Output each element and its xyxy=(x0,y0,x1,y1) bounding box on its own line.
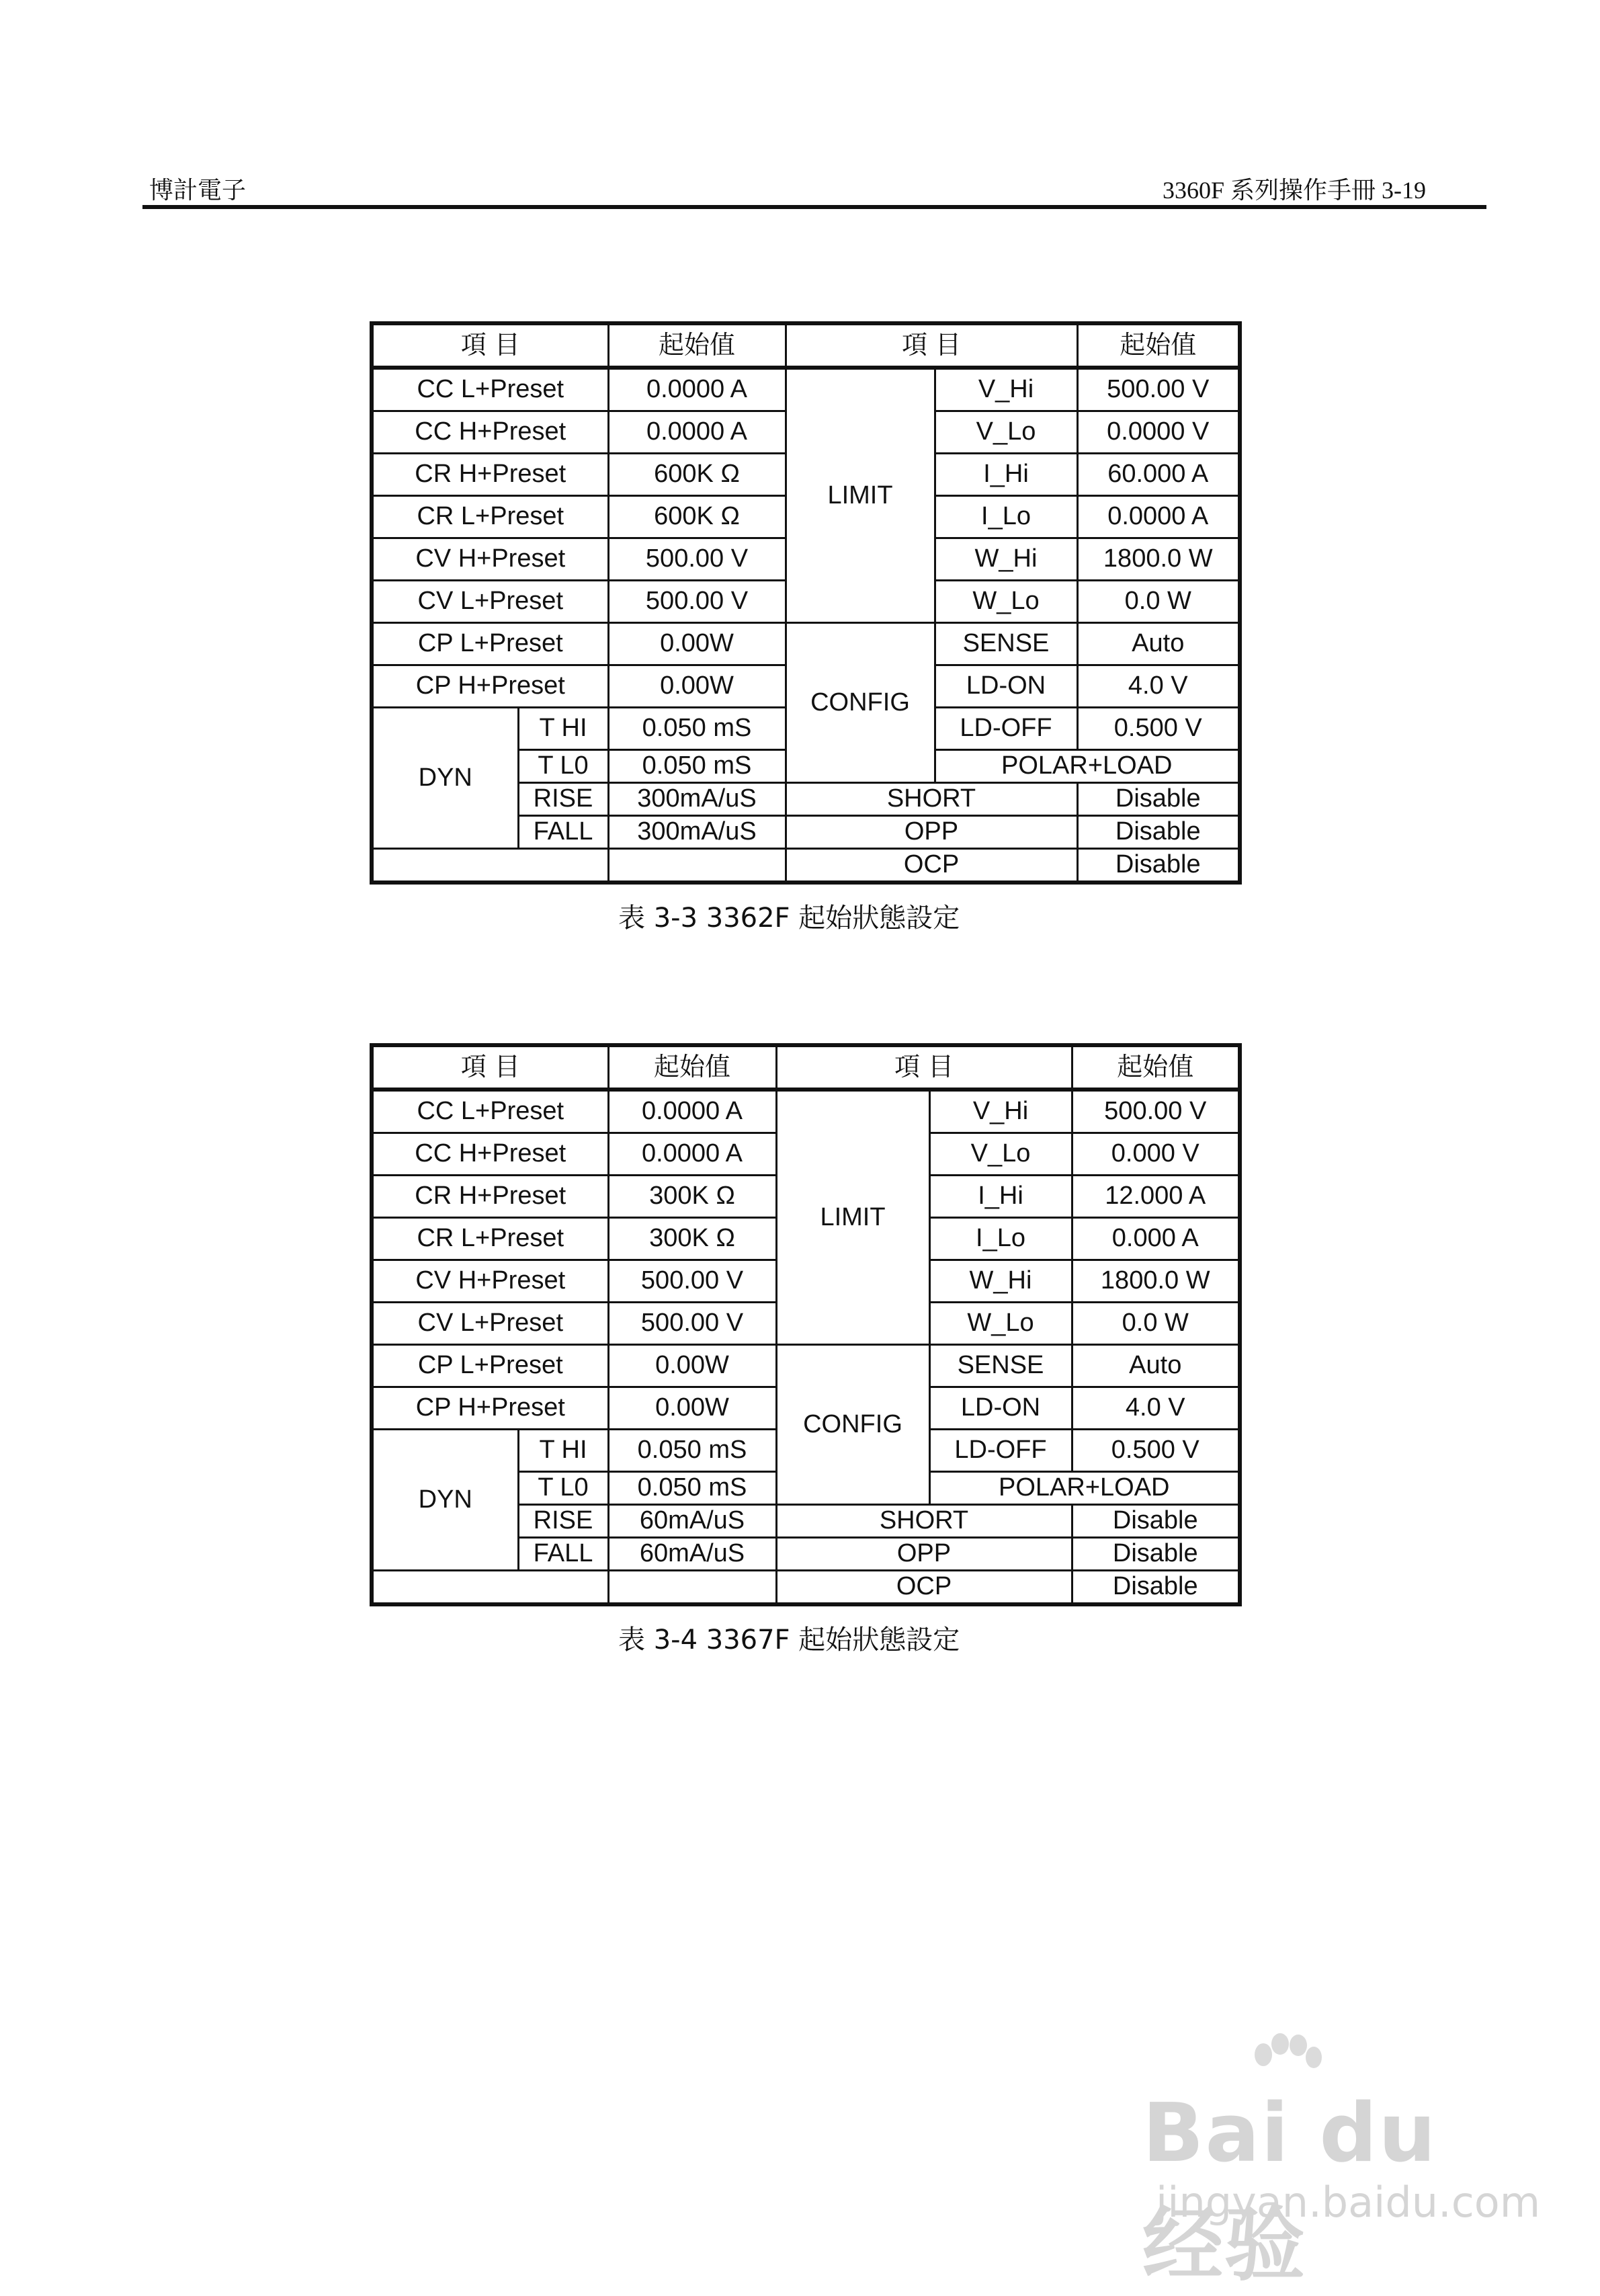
value-cell: 300K Ω xyxy=(608,1176,776,1218)
value-cell: 12.000 A xyxy=(1072,1176,1240,1218)
value-cell: 0.00W xyxy=(608,1387,776,1430)
value-cell: 500.00 V xyxy=(608,581,786,623)
value-cell: Auto xyxy=(1077,623,1240,665)
item-cell: CR L+Preset xyxy=(372,1218,608,1260)
item-cell: CP L+Preset xyxy=(372,623,608,665)
item-cell: W_Hi xyxy=(935,538,1077,581)
value-cell: 0.0000 A xyxy=(608,411,786,454)
item-cell: FALL xyxy=(518,1538,608,1571)
item-cell: OCP xyxy=(786,849,1077,883)
value-cell: 0.0000 V xyxy=(1077,411,1240,454)
initial-state-table-3367f xyxy=(370,1043,1242,1606)
value-cell: 0.0000 A xyxy=(1077,496,1240,538)
value-cell: 500.00 V xyxy=(608,538,786,581)
value-cell: 0.00W xyxy=(608,665,786,708)
item-cell: W_Hi xyxy=(929,1260,1072,1303)
value-cell: 600K Ω xyxy=(608,496,786,538)
manual-title-page: 3360F 系列操作手冊 3-19 xyxy=(1162,177,1426,204)
value-cell: 500.00 V xyxy=(1072,1090,1240,1133)
item-cell: T HI xyxy=(518,708,608,750)
limit-group-label: LIMIT xyxy=(786,368,935,623)
item-cell: I_Hi xyxy=(929,1176,1072,1218)
value-cell: 0.0000 A xyxy=(608,1133,776,1176)
item-cell: W_Lo xyxy=(935,581,1077,623)
value-cell: 0.000 V xyxy=(1072,1133,1240,1176)
polar-load-cell: POLAR+LOAD xyxy=(929,1472,1240,1505)
value-cell: 0.0000 A xyxy=(608,368,786,411)
item-cell: LD-ON xyxy=(935,665,1077,708)
empty-cell xyxy=(608,849,786,883)
item-cell: FALL xyxy=(518,816,608,849)
value-cell: 500.00 V xyxy=(1077,368,1240,411)
watermark-logo: Bai du 经验 xyxy=(1142,2087,1437,2292)
col-header-item: 項 目 xyxy=(372,323,608,368)
item-cell: I_Lo xyxy=(935,496,1077,538)
item-cell: CP H+Preset xyxy=(372,1387,608,1430)
value-cell: 0.00W xyxy=(608,1345,776,1387)
item-cell: T L0 xyxy=(518,1472,608,1505)
item-cell: OCP xyxy=(776,1571,1072,1605)
item-cell: CP L+Preset xyxy=(372,1345,608,1387)
item-cell: CC H+Preset xyxy=(372,411,608,454)
value-cell: 4.0 V xyxy=(1077,665,1240,708)
value-cell: 1800.0 W xyxy=(1072,1260,1240,1303)
value-cell: 0.00W xyxy=(608,623,786,665)
col-header-initial: 起始值 xyxy=(1072,1045,1240,1090)
item-cell: SENSE xyxy=(929,1345,1072,1387)
value-cell: Disable xyxy=(1077,783,1240,816)
item-cell: SHORT xyxy=(786,783,1077,816)
col-header-item: 項 目 xyxy=(776,1045,1072,1090)
limit-group-label: LIMIT xyxy=(776,1090,929,1345)
col-header-initial: 起始值 xyxy=(608,1045,776,1090)
value-cell: 60mA/uS xyxy=(608,1538,776,1571)
value-cell: 0.050 mS xyxy=(608,750,786,783)
table-row xyxy=(372,368,1240,411)
page-header xyxy=(142,171,1466,212)
item-cell: CC L+Preset xyxy=(372,368,608,411)
item-cell: V_Hi xyxy=(929,1090,1072,1133)
value-cell: Disable xyxy=(1072,1571,1240,1605)
value-cell: 500.00 V xyxy=(608,1303,776,1345)
value-cell: 300mA/uS xyxy=(608,783,786,816)
table-row xyxy=(372,1571,1240,1605)
empty-cell xyxy=(372,849,608,883)
item-cell: I_Hi xyxy=(935,454,1077,496)
value-cell: 60.000 A xyxy=(1077,454,1240,496)
item-cell: CC L+Preset xyxy=(372,1090,608,1133)
dyn-group-label: DYN xyxy=(372,708,518,849)
empty-cell xyxy=(372,1571,608,1605)
item-cell: SENSE xyxy=(935,623,1077,665)
item-cell: T L0 xyxy=(518,750,608,783)
value-cell: 60mA/uS xyxy=(608,1505,776,1538)
item-cell: OPP xyxy=(776,1538,1072,1571)
watermark-url: jingyan.baidu.com xyxy=(1156,2178,1541,2227)
item-cell: V_Hi xyxy=(935,368,1077,411)
item-cell: CR H+Preset xyxy=(372,1176,608,1218)
value-cell: 0.500 V xyxy=(1077,708,1240,750)
value-cell: 300K Ω xyxy=(608,1218,776,1260)
config-group-label: CONFIG xyxy=(786,623,935,783)
item-cell: LD-OFF xyxy=(935,708,1077,750)
value-cell: 0.500 V xyxy=(1072,1430,1240,1472)
item-cell: RISE xyxy=(518,1505,608,1538)
item-cell: W_Lo xyxy=(929,1303,1072,1345)
value-cell: 0.0000 A xyxy=(608,1090,776,1133)
table-header-row xyxy=(372,323,1240,368)
item-cell: T HI xyxy=(518,1430,608,1472)
value-cell: Disable xyxy=(1072,1505,1240,1538)
dyn-group-label: DYN xyxy=(372,1430,518,1571)
header-rule xyxy=(142,205,1486,209)
company-name: 博計電子 xyxy=(149,177,247,204)
item-cell: CR H+Preset xyxy=(372,454,608,496)
empty-cell xyxy=(608,1571,776,1605)
item-cell: LD-OFF xyxy=(929,1430,1072,1472)
table-row xyxy=(372,623,1240,665)
item-cell: CP H+Preset xyxy=(372,665,608,708)
table-caption: 表 3-4 3367F 起始狀態設定 xyxy=(618,1625,960,1655)
value-cell: 0.050 mS xyxy=(608,708,786,750)
value-cell: Disable xyxy=(1077,849,1240,883)
value-cell: Disable xyxy=(1077,816,1240,849)
item-cell: LD-ON xyxy=(929,1387,1072,1430)
value-cell: 500.00 V xyxy=(608,1260,776,1303)
table-caption: 表 3-3 3362F 起始狀態設定 xyxy=(618,903,960,934)
value-cell: Disable xyxy=(1072,1538,1240,1571)
value-cell: 0.050 mS xyxy=(608,1430,776,1472)
value-cell: 300mA/uS xyxy=(608,816,786,849)
item-cell: V_Lo xyxy=(929,1133,1072,1176)
item-cell: CV L+Preset xyxy=(372,581,608,623)
table-row xyxy=(372,1345,1240,1387)
initial-state-table-3362f xyxy=(370,321,1242,885)
config-group-label: CONFIG xyxy=(776,1345,929,1505)
value-cell: 0.000 A xyxy=(1072,1218,1240,1260)
value-cell: 1800.0 W xyxy=(1077,538,1240,581)
item-cell: CC H+Preset xyxy=(372,1133,608,1176)
item-cell: SHORT xyxy=(776,1505,1072,1538)
item-cell: OPP xyxy=(786,816,1077,849)
item-cell: V_Lo xyxy=(935,411,1077,454)
item-cell: RISE xyxy=(518,783,608,816)
polar-load-cell: POLAR+LOAD xyxy=(935,750,1240,783)
item-cell: CV L+Preset xyxy=(372,1303,608,1345)
value-cell: 4.0 V xyxy=(1072,1387,1240,1430)
paw-icon xyxy=(1250,2033,1324,2094)
item-cell: CR L+Preset xyxy=(372,496,608,538)
col-header-item: 項 目 xyxy=(372,1045,608,1090)
item-cell: CV H+Preset xyxy=(372,538,608,581)
table-row xyxy=(372,849,1240,883)
item-cell: CV H+Preset xyxy=(372,1260,608,1303)
value-cell: 0.0 W xyxy=(1077,581,1240,623)
baidu-jingyan-watermark xyxy=(1142,2033,1541,2292)
col-header-initial: 起始值 xyxy=(608,323,786,368)
table-header-row xyxy=(372,1045,1240,1090)
table-row xyxy=(372,1090,1240,1133)
col-header-item: 項 目 xyxy=(786,323,1077,368)
value-cell: 600K Ω xyxy=(608,454,786,496)
col-header-initial: 起始值 xyxy=(1077,323,1240,368)
value-cell: Auto xyxy=(1072,1345,1240,1387)
value-cell: 0.0 W xyxy=(1072,1303,1240,1345)
item-cell: I_Lo xyxy=(929,1218,1072,1260)
value-cell: 0.050 mS xyxy=(608,1472,776,1505)
